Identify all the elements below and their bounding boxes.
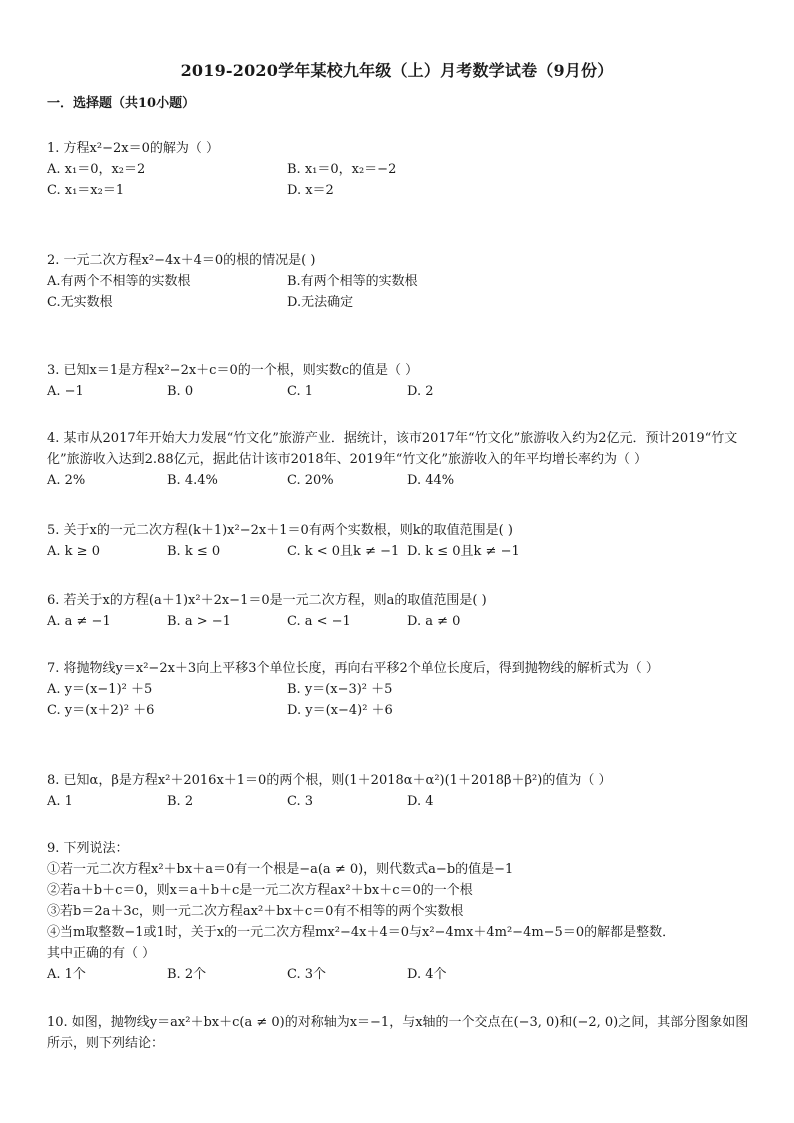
- question-6-option-c: C. a < −1: [287, 614, 351, 629]
- question-4: [47, 428, 752, 491]
- question-6-option-d: D. a ≠ 0: [407, 614, 461, 629]
- question-9-option-d: D. 4个: [407, 967, 447, 982]
- question-9-stem: 9. 下列说法：: [47, 841, 129, 856]
- question-2-option-c: C.无实数根: [47, 295, 113, 310]
- question-3-option-a: A. −1: [47, 384, 84, 399]
- question-5-option-d: D. k ≤ 0且k ≠ −1: [407, 544, 520, 559]
- question-10: [47, 1012, 752, 1054]
- question-3-stem: 3. 已知x＝1是方程x²−2x＋c＝0的一个根，则实数c的值是（ ）: [47, 363, 419, 378]
- question-3-option-b: B. 0: [167, 384, 194, 399]
- question-9-statement-3: ③若b＝2a＋3c，则一元二次方程ax²＋bx＋c＝0有不相等的两个实数根: [47, 904, 464, 919]
- question-5-stem: 5. 关于x的一元二次方程(k＋1)x²−2x＋1＝0有两个实数根，则k的取值范围是( ): [47, 523, 513, 538]
- question-7: [47, 658, 752, 721]
- question-5-option-c: C. k < 0且k ≠ −1: [287, 544, 400, 559]
- page-title: 2019-2020学年某校九年级（上）月考数学试卷（9月份）: [180, 61, 614, 80]
- question-8-stem: 8. 已知α，β是方程x²＋2016x＋1＝0的两个根，则(1＋2018α＋α²)(1＋2018β＋β²)的值为（ ）: [47, 773, 612, 788]
- question-3: [47, 360, 752, 402]
- question-2-option-b: B.有两个相等的实数根: [287, 274, 418, 289]
- question-9-option-c: C. 3个: [287, 967, 327, 982]
- question-8-option-a: A. 1: [47, 794, 73, 809]
- question-7-option-b: B. y＝(x−3)² ＋5: [287, 682, 393, 697]
- question-9-prompt: 其中正确的有（ ）: [47, 946, 156, 961]
- question-2-option-d: D.无法确定: [287, 295, 354, 310]
- question-1-option-b: B. x₁＝0，x₂＝−2: [287, 162, 397, 177]
- question-9-statement-1: ①若一元二次方程x²＋bx＋a＝0有一个根是−a(a ≠ 0)，则代数式a−b的值是−1: [47, 862, 514, 877]
- question-6-option-b: B. a > −1: [167, 614, 231, 629]
- question-8-option-d: D. 4: [407, 794, 434, 809]
- question-4-stem: 4. 某市从2017年开始大力发展“竹文化”旅游产业．据统计，该市2017年“竹文化”旅游收入约为2亿元．预计2019“竹文化”旅游收入达到2.88亿元，据此估计该市2018年、2019年“竹文化”旅游收入的年平均增长率约为（ ）: [47, 431, 738, 467]
- question-6-option-a: A. a ≠ −1: [47, 614, 111, 629]
- question-2-option-a: A.有两个不相等的实数根: [47, 274, 191, 289]
- question-1-option-a: A. x₁＝0，x₂＝2: [47, 162, 146, 177]
- question-6: [47, 590, 752, 632]
- question-4-option-a: A. 2%: [47, 473, 86, 488]
- question-9-statement-2: ②若a＋b＋c＝0，则x＝a＋b＋c是一元二次方程ax²＋bx＋c＝0的一个根: [47, 883, 473, 898]
- question-1-option-d: D. x＝2: [287, 183, 334, 198]
- question-9: [47, 838, 752, 985]
- question-5-option-b: B. k ≤ 0: [167, 544, 221, 559]
- question-1-option-c: C. x₁＝x₂＝1: [47, 183, 125, 198]
- question-3-option-c: C. 1: [287, 384, 314, 399]
- question-1-stem: 1. 方程x²−2x＝0的解为（ ）: [47, 141, 219, 156]
- question-5: [47, 520, 752, 562]
- question-8: [47, 770, 752, 812]
- section-heading: 一．选择题（共10小题）: [47, 96, 196, 111]
- question-8-option-c: C. 3: [287, 794, 314, 809]
- question-9-statement-4: ④当m取整数−1或1时，关于x的一元二次方程mx²−4x＋4＝0与x²−4mx＋4m²−4m−5＝0的解都是整数．: [47, 925, 676, 940]
- question-3-option-d: D. 2: [407, 384, 434, 399]
- question-10-stem: 10. 如图，抛物线y＝ax²＋bx＋c(a ≠ 0)的对称轴为x＝−1，与x轴的一个交点在(−3, 0)和(−2, 0)之间，其部分图象如图所示，则下列结论：: [47, 1015, 749, 1051]
- question-5-option-a: A. k ≥ 0: [47, 544, 100, 559]
- question-2: [47, 250, 752, 313]
- question-8-option-b: B. 2: [167, 794, 194, 809]
- question-4-option-d: D. 44%: [407, 473, 455, 488]
- question-6-stem: 6. 若关于x的方程(a＋1)x²＋2x−1＝0是一元二次方程，则a的取值范围是( ): [47, 593, 487, 608]
- question-4-option-b: B. 4.4%: [167, 473, 218, 488]
- question-9-option-a: A. 1个: [47, 967, 86, 982]
- question-4-option-c: C. 20%: [287, 473, 334, 488]
- question-7-option-a: A. y＝(x−1)² ＋5: [47, 682, 153, 697]
- question-7-option-c: C. y＝(x＋2)² ＋6: [47, 703, 155, 718]
- question-2-stem: 2. 一元二次方程x²−4x＋4＝0的根的情况是( ): [47, 253, 316, 268]
- question-7-stem: 7. 将抛物线y＝x²−2x＋3向上平移3个单位长度，再向右平移2个单位长度后，得到抛物线的解析式为（ ）: [47, 661, 659, 676]
- question-7-option-d: D. y＝(x−4)² ＋6: [287, 703, 393, 718]
- question-1: [47, 138, 752, 201]
- question-9-option-b: B. 2个: [167, 967, 207, 982]
